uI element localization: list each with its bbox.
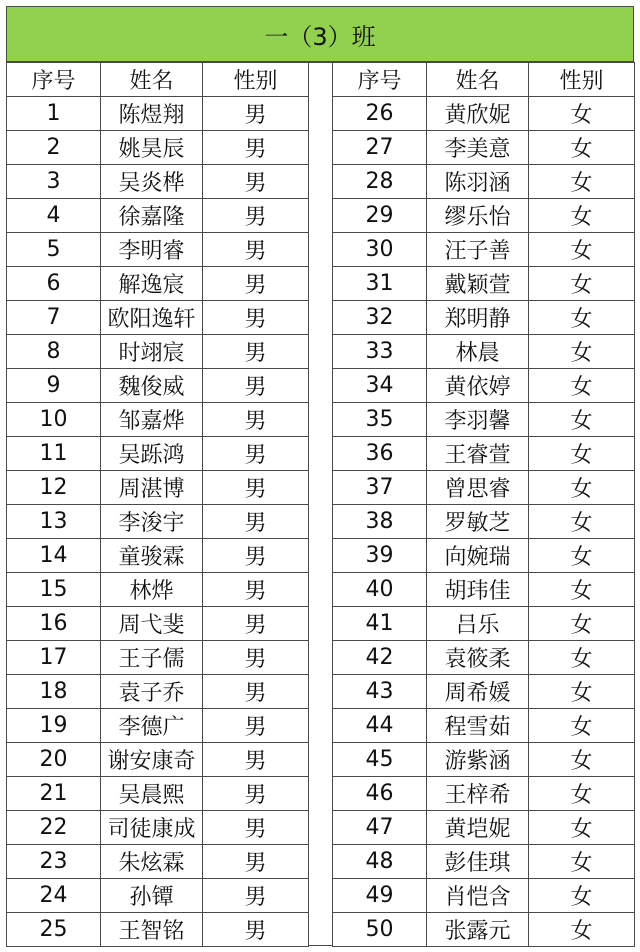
gender-cell: 女 — [529, 777, 635, 811]
number-cell: 16 — [7, 607, 101, 641]
number-cell: 8 — [7, 335, 101, 369]
table-row — [7, 403, 309, 437]
gender-cell: 女 — [529, 165, 635, 199]
name-cell: 彭佳琪 — [427, 845, 529, 879]
name-cell: 罗敏芝 — [427, 505, 529, 539]
table-row — [333, 743, 635, 777]
header-gender: 性别 — [529, 63, 635, 97]
gender-cell: 男 — [203, 539, 309, 573]
table-row — [333, 301, 635, 335]
number-cell: 10 — [7, 403, 101, 437]
class-title: 一（3）班 — [6, 6, 634, 62]
number-cell: 46 — [333, 777, 427, 811]
name-cell: 时翊宸 — [101, 335, 203, 369]
name-cell: 黄垲妮 — [427, 811, 529, 845]
gender-cell: 女 — [529, 267, 635, 301]
number-cell: 15 — [7, 573, 101, 607]
name-cell: 程雪茹 — [427, 709, 529, 743]
gender-cell: 女 — [529, 199, 635, 233]
number-cell: 29 — [333, 199, 427, 233]
number-cell: 25 — [7, 913, 101, 947]
gender-cell: 女 — [529, 97, 635, 131]
number-cell: 5 — [7, 233, 101, 267]
gender-cell: 男 — [203, 301, 309, 335]
gender-cell: 男 — [203, 675, 309, 709]
gender-cell: 女 — [529, 743, 635, 777]
table-row — [333, 267, 635, 301]
name-cell: 陈煜翔 — [101, 97, 203, 131]
table-row — [333, 641, 635, 675]
table-row — [333, 777, 635, 811]
table-row — [333, 437, 635, 471]
name-cell: 袁子乔 — [101, 675, 203, 709]
name-cell: 李浚宇 — [101, 505, 203, 539]
column-gap — [308, 62, 332, 946]
header-row — [7, 63, 309, 97]
gender-cell: 男 — [203, 777, 309, 811]
roster-table-left — [6, 62, 309, 947]
roster-table-right — [332, 62, 635, 947]
name-cell: 周湛博 — [101, 471, 203, 505]
table-row — [7, 199, 309, 233]
number-cell: 40 — [333, 573, 427, 607]
table-row — [7, 743, 309, 777]
name-cell: 游紫涵 — [427, 743, 529, 777]
gender-cell: 女 — [529, 845, 635, 879]
gender-cell: 女 — [529, 607, 635, 641]
table-row — [333, 709, 635, 743]
gender-cell: 男 — [203, 233, 309, 267]
gender-cell: 男 — [203, 369, 309, 403]
gender-cell: 女 — [529, 301, 635, 335]
header-number: 序号 — [7, 63, 101, 97]
number-cell: 33 — [333, 335, 427, 369]
table-row — [7, 641, 309, 675]
name-cell: 徐嘉隆 — [101, 199, 203, 233]
gender-cell: 男 — [203, 165, 309, 199]
name-cell: 周弋斐 — [101, 607, 203, 641]
table-row — [333, 199, 635, 233]
name-cell: 王智铭 — [101, 913, 203, 947]
table-row — [7, 471, 309, 505]
number-cell: 9 — [7, 369, 101, 403]
table-row — [333, 131, 635, 165]
name-cell: 戴颖萱 — [427, 267, 529, 301]
gender-cell: 女 — [529, 539, 635, 573]
number-cell: 11 — [7, 437, 101, 471]
number-cell: 22 — [7, 811, 101, 845]
name-cell: 张露元 — [427, 913, 529, 947]
gender-cell: 女 — [529, 131, 635, 165]
name-cell: 肖恺含 — [427, 879, 529, 913]
number-cell: 28 — [333, 165, 427, 199]
gender-cell: 男 — [203, 437, 309, 471]
name-cell: 周希媛 — [427, 675, 529, 709]
gender-cell: 男 — [203, 267, 309, 301]
name-cell: 黄欣妮 — [427, 97, 529, 131]
table-row — [7, 165, 309, 199]
name-cell: 孙镡 — [101, 879, 203, 913]
name-cell: 朱炫霖 — [101, 845, 203, 879]
number-cell: 44 — [333, 709, 427, 743]
number-cell: 49 — [333, 879, 427, 913]
number-cell: 38 — [333, 505, 427, 539]
table-row — [333, 97, 635, 131]
table-row — [7, 301, 309, 335]
name-cell: 王子儒 — [101, 641, 203, 675]
number-cell: 36 — [333, 437, 427, 471]
gender-cell: 女 — [529, 369, 635, 403]
table-row — [333, 471, 635, 505]
gender-cell: 男 — [203, 505, 309, 539]
gender-cell: 女 — [529, 641, 635, 675]
number-cell: 39 — [333, 539, 427, 573]
number-cell: 2 — [7, 131, 101, 165]
header-name: 姓名 — [101, 63, 203, 97]
gender-cell: 女 — [529, 233, 635, 267]
table-row — [7, 607, 309, 641]
gender-cell: 男 — [203, 471, 309, 505]
table-row — [333, 403, 635, 437]
number-cell: 3 — [7, 165, 101, 199]
gender-cell: 女 — [529, 573, 635, 607]
gender-cell: 男 — [203, 743, 309, 777]
table-row — [333, 165, 635, 199]
gender-cell: 女 — [529, 913, 635, 947]
number-cell: 47 — [333, 811, 427, 845]
name-cell: 司徒康成 — [101, 811, 203, 845]
name-cell: 向婉瑞 — [427, 539, 529, 573]
number-cell: 24 — [7, 879, 101, 913]
table-row — [333, 369, 635, 403]
name-cell: 吴晨熙 — [101, 777, 203, 811]
gender-cell: 女 — [529, 505, 635, 539]
gender-cell: 男 — [203, 403, 309, 437]
table-row — [333, 539, 635, 573]
table-row — [7, 913, 309, 947]
table-row — [333, 879, 635, 913]
gender-cell: 女 — [529, 675, 635, 709]
name-cell: 李德广 — [101, 709, 203, 743]
number-cell: 23 — [7, 845, 101, 879]
number-cell: 4 — [7, 199, 101, 233]
name-cell: 汪子善 — [427, 233, 529, 267]
name-cell: 缪乐怡 — [427, 199, 529, 233]
number-cell: 12 — [7, 471, 101, 505]
gender-cell: 女 — [529, 709, 635, 743]
number-cell: 17 — [7, 641, 101, 675]
gender-cell: 男 — [203, 335, 309, 369]
table-row — [333, 845, 635, 879]
header-gender: 性别 — [203, 63, 309, 97]
table-row — [7, 233, 309, 267]
number-cell: 31 — [333, 267, 427, 301]
name-cell: 谢安康奇 — [101, 743, 203, 777]
header-name: 姓名 — [427, 63, 529, 97]
table-row — [7, 335, 309, 369]
name-cell: 袁筱柔 — [427, 641, 529, 675]
name-cell: 童骏霖 — [101, 539, 203, 573]
number-cell: 34 — [333, 369, 427, 403]
number-cell: 50 — [333, 913, 427, 947]
table-row — [333, 675, 635, 709]
gender-cell: 女 — [529, 879, 635, 913]
table-row — [333, 573, 635, 607]
name-cell: 林烨 — [101, 573, 203, 607]
table-row — [7, 879, 309, 913]
number-cell: 43 — [333, 675, 427, 709]
number-cell: 45 — [333, 743, 427, 777]
name-cell: 邹嘉烨 — [101, 403, 203, 437]
table-row — [333, 913, 635, 947]
table-row — [7, 709, 309, 743]
table-row — [7, 437, 309, 471]
gender-cell: 男 — [203, 913, 309, 947]
number-cell: 20 — [7, 743, 101, 777]
name-cell: 李羽馨 — [427, 403, 529, 437]
number-cell: 18 — [7, 675, 101, 709]
number-cell: 42 — [333, 641, 427, 675]
number-cell: 48 — [333, 845, 427, 879]
table-row — [7, 369, 309, 403]
number-cell: 14 — [7, 539, 101, 573]
table-row — [7, 267, 309, 301]
table-row — [7, 845, 309, 879]
table-row — [333, 505, 635, 539]
table-row — [7, 573, 309, 607]
table-row — [7, 539, 309, 573]
number-cell: 19 — [7, 709, 101, 743]
gender-cell: 女 — [529, 437, 635, 471]
name-cell: 吴炎桦 — [101, 165, 203, 199]
gender-cell: 男 — [203, 97, 309, 131]
number-cell: 26 — [333, 97, 427, 131]
table-row — [7, 505, 309, 539]
table-row — [7, 97, 309, 131]
gender-cell: 男 — [203, 811, 309, 845]
name-cell: 魏俊威 — [101, 369, 203, 403]
gender-cell: 女 — [529, 811, 635, 845]
gender-cell: 女 — [529, 403, 635, 437]
name-cell: 李美意 — [427, 131, 529, 165]
table-row — [333, 607, 635, 641]
number-cell: 27 — [333, 131, 427, 165]
number-cell: 32 — [333, 301, 427, 335]
number-cell: 41 — [333, 607, 427, 641]
table-row — [7, 675, 309, 709]
name-cell: 欧阳逸轩 — [101, 301, 203, 335]
table-row — [333, 233, 635, 267]
name-cell: 姚昊辰 — [101, 131, 203, 165]
number-cell: 21 — [7, 777, 101, 811]
gender-cell: 女 — [529, 471, 635, 505]
name-cell: 陈羽涵 — [427, 165, 529, 199]
table-row — [7, 777, 309, 811]
gender-cell: 男 — [203, 845, 309, 879]
name-cell: 黄依婷 — [427, 369, 529, 403]
number-cell: 6 — [7, 267, 101, 301]
name-cell: 郑明静 — [427, 301, 529, 335]
gender-cell: 男 — [203, 199, 309, 233]
table-row — [7, 811, 309, 845]
name-cell: 王梓希 — [427, 777, 529, 811]
header-row — [333, 63, 635, 97]
gender-cell: 男 — [203, 573, 309, 607]
name-cell: 王睿萱 — [427, 437, 529, 471]
table-row — [7, 131, 309, 165]
name-cell: 林晨 — [427, 335, 529, 369]
name-cell: 吴跞鸿 — [101, 437, 203, 471]
number-cell: 35 — [333, 403, 427, 437]
gender-cell: 女 — [529, 335, 635, 369]
gender-cell: 男 — [203, 131, 309, 165]
gender-cell: 男 — [203, 641, 309, 675]
name-cell: 解逸宸 — [101, 267, 203, 301]
name-cell: 吕乐 — [427, 607, 529, 641]
gender-cell: 男 — [203, 709, 309, 743]
name-cell: 胡玮佳 — [427, 573, 529, 607]
number-cell: 13 — [7, 505, 101, 539]
table-row — [333, 335, 635, 369]
name-cell: 曾思睿 — [427, 471, 529, 505]
gender-cell: 男 — [203, 607, 309, 641]
gender-cell: 男 — [203, 879, 309, 913]
number-cell: 7 — [7, 301, 101, 335]
number-cell: 1 — [7, 97, 101, 131]
header-number: 序号 — [333, 63, 427, 97]
name-cell: 李明睿 — [101, 233, 203, 267]
number-cell: 30 — [333, 233, 427, 267]
number-cell: 37 — [333, 471, 427, 505]
table-row — [333, 811, 635, 845]
